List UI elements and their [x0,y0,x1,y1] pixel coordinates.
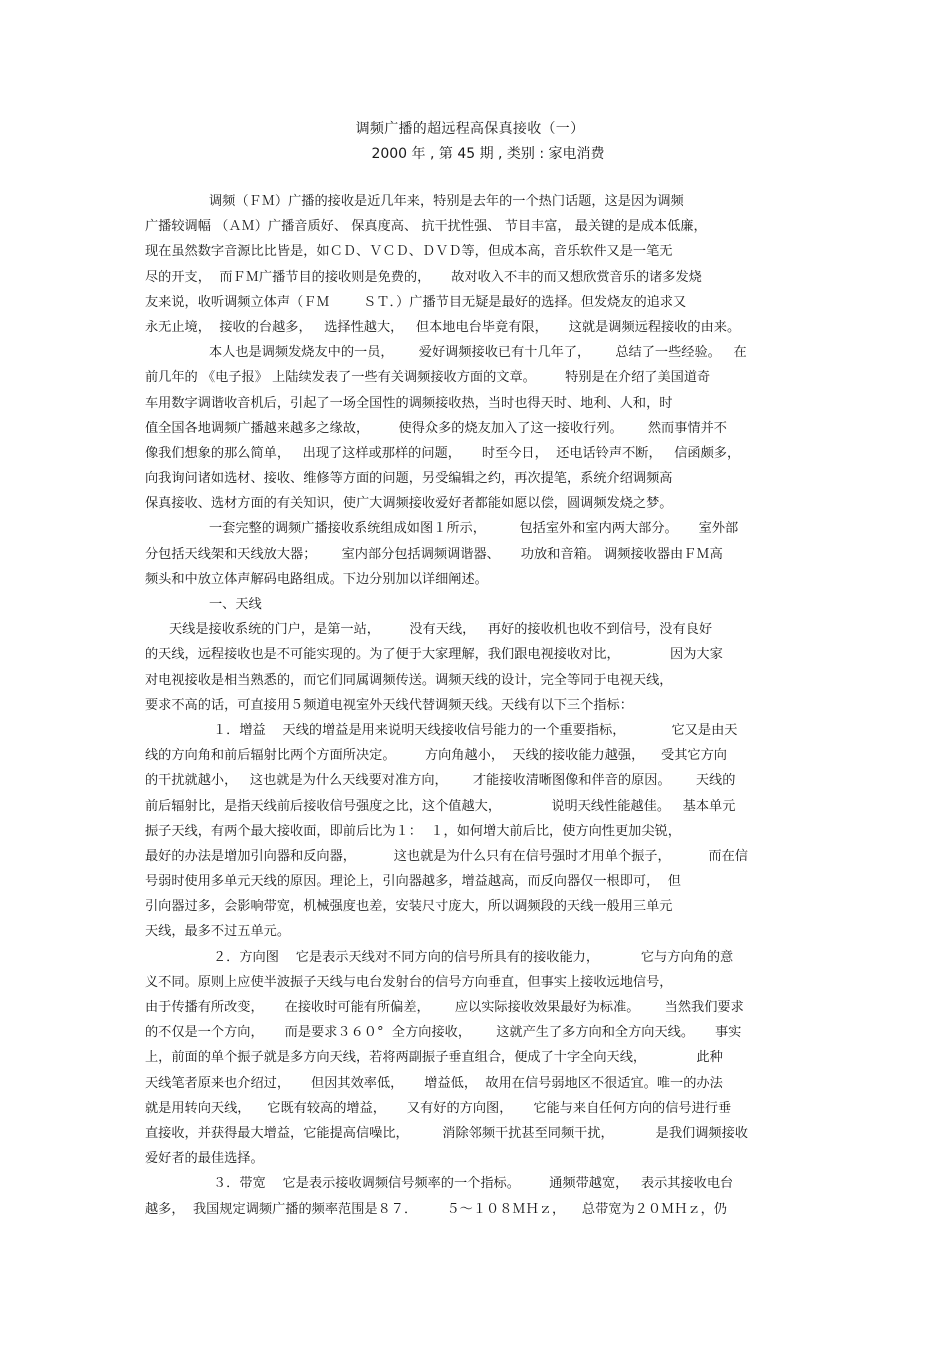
paragraph-line: 线的方向角和前后辐射比两个方面所决定。 方向角越小， 天线的接收能力越强， 受其它方向 [145,748,727,764]
paragraph-line: 值全国各地调频广播越来越多之缘故， 使得众多的烧友加入了这一接收行列。 然而事情并不 [145,420,727,436]
paragraph-line: 就是用转向天线， 它既有较高的增益， 又有好的方向图， 它能与来自任何方向的信号进行垂 [145,1100,732,1116]
paragraph-line: 爱好者的最佳选择。 [145,1151,264,1167]
paragraph-line: 号弱时使用多单元天线的原因。理论上，引向器越多，增益越高，而反向器仅一根即可， 但 [145,874,681,890]
paragraph-line: 友来说，收听调频立体声（ＦＭ ＳＴ．）广播节目无疑是最好的选择。但发烧友的追求又 [145,294,687,310]
document-title: 调频广播的超远程高保真接收（一） [355,121,585,137]
paragraph-line: 一套完整的调频广播接收系统组成如图１所示， 包括室外和室内两大部分。 室外部 [209,521,739,537]
paragraph-line: 向我询问诸如选材、接收、维修等方面的问题，另受编辑之约，再次提笔，系统介绍调频高 [145,471,673,487]
paragraph-line: 的干扰就越小， 这也就是为什么天线要对准方向， 才能接收清晰图像和伴音的原因。 天线的 [145,773,736,789]
document-subtitle: 2000 年 , 第 45 期 , 类别 : 家电消费 [371,146,605,162]
paragraph-line: 直接收，并获得最大增益，它能提高信噪比， 消除邻频干扰甚至同频干扰， 是我们调频接收 [145,1125,748,1141]
paragraph-line: 调频（ＦＭ）广播的接收是近几年来，特别是去年的一个热门话题，这是因为调频 [209,194,684,209]
paragraph-line: 前后辐射比，是指天线前后接收信号强度之比，这个值越大， 说明天线性能越佳。 基本单元 [145,798,736,814]
paragraph-line: １．增益 天线的增益是用来说明天线接收信号能力的一个重要指标， 它又是由天 [213,722,738,738]
paragraph-line: 天线是接收系统的门户，是第一站， 没有天线， 再好的接收机也收不到信号，没有良好 [169,622,713,638]
paragraph-line: 对电视接收是相当熟悉的，而它们同属调频传送。调频天线的设计，完全等同于电视天线， [145,672,673,688]
paragraph-line: 越多， 我国规定调频广播的频率范围是８７． ５～１０８ＭＨｚ， 总带宽为２０ＭＨｚ，仍 [145,1201,727,1217]
paragraph-line: ２．方向图 它是表示天线对不同方向的信号所具有的接收能力， 它与方向角的意 [213,949,734,965]
paragraph-line: 本人也是调频发烧友中的一员， 爱好调频接收已有十几年了， 总结了一些经验。 在 [209,345,747,361]
paragraph-line: 频头和中放立体声解码电路组成。下边分别加以详细阐述。 [145,571,488,587]
paragraph-line: 最好的办法是增加引向器和反向器， 这也就是为什么只有在信号强时才用单个振子， 而在信 [145,848,748,864]
paragraph-line: 天线，最多不过五单元。 [145,924,291,940]
paragraph-line: 永无止境， 接收的台越多， 选择性越大， 但本地电台毕竟有限， 这就是调频远程接收的由来。 [145,319,741,335]
section-heading: 一、天线 [209,597,262,612]
paragraph-line: 义不同。原则上应使半波振子天线与电台发射台的信号方向垂直，但事实上接收远地信号， [145,974,673,990]
paragraph-line: 上，前面的单个振子就是多方向天线，若将两副振子垂直组合，便成了十字全向天线， 此种 [145,1050,723,1066]
paragraph-line: 的不仅是一个方向， 而是要求３６０° 全方向接收， 这就产生了多方向和全方向天线。 事实 [145,1025,742,1041]
paragraph-line: 要求不高的话，可直接用５频道电视室外天线代替调频天线。天线有以下三个指标： [145,697,633,713]
paragraph-line: 引向器过多，会影响带宽，机械强度也差，安装尺寸庞大，所以调频段的天线一般用三单元 [145,899,673,915]
document-header [0,118,950,165]
document-body [145,189,810,1222]
paragraph-line: 振子天线，有两个最大接收面，即前后比为１： １，如何增大前后比，使方向性更加尖锐， [145,823,681,839]
paragraph-line: 像我们想象的那么简单， 出现了这样或那样的问题， 时至今日， 还电话铃声不断， 信函颇多， [145,445,741,461]
paragraph-line: ３．带宽 它是表示接收调频信号频率的一个指标。 通频带越宽， 表示其接收电台 [213,1176,734,1192]
paragraph-line: 天线笔者原来也介绍过， 但因其效率低， 增益低， 故用在信号弱地区不很适宜。唯一的办法 [145,1075,723,1091]
paragraph-line: 分包括天线架和天线放大器； 室内部分包括调频调谐器、 功放和音箱。 调频接收器由ＦＭ高 [145,546,723,562]
paragraph-line: 的天线，远程接收也是不可能实现的。为了便于大家理解，我们跟电视接收对比， 因为大家 [145,647,723,663]
paragraph-line: 车用数字调谐收音机后，引起了一场全国性的调频接收热，当时也得天时、地利、人和，时 [145,395,673,411]
paragraph-line: 保真接收、选材方面的有关知识，使广大调频接收爱好者都能如愿以偿，圆调频发烧之梦。 [145,496,673,512]
paragraph-line: 广播较调幅 （ＡＭ）广播音质好、 保真度高、 抗干扰性强、 节目丰富， 最关键的是成本低廉， [145,219,707,235]
paragraph-line: 尽的开支， 而ＦＭ广播节目的接收则是免费的， 故对收入不丰的而又想欣赏音乐的诸多发烧 [145,269,702,285]
paragraph-line: 现在虽然数字音源比比皆是，如ＣＤ、ＶＣＤ、ＤＶＤ等，但成本高，音乐软件又是一笔无 [145,244,673,260]
paragraph-line: 前几年的 《电子报》 上陆续发表了一些有关调频接收方面的文章。 特别是在介绍了美国道奇 [145,370,711,386]
paragraph-line: 由于传播有所改变， 在接收时可能有所偏差， 应以实际接收效果最好为标准。 当然我们要求 [145,1000,744,1015]
